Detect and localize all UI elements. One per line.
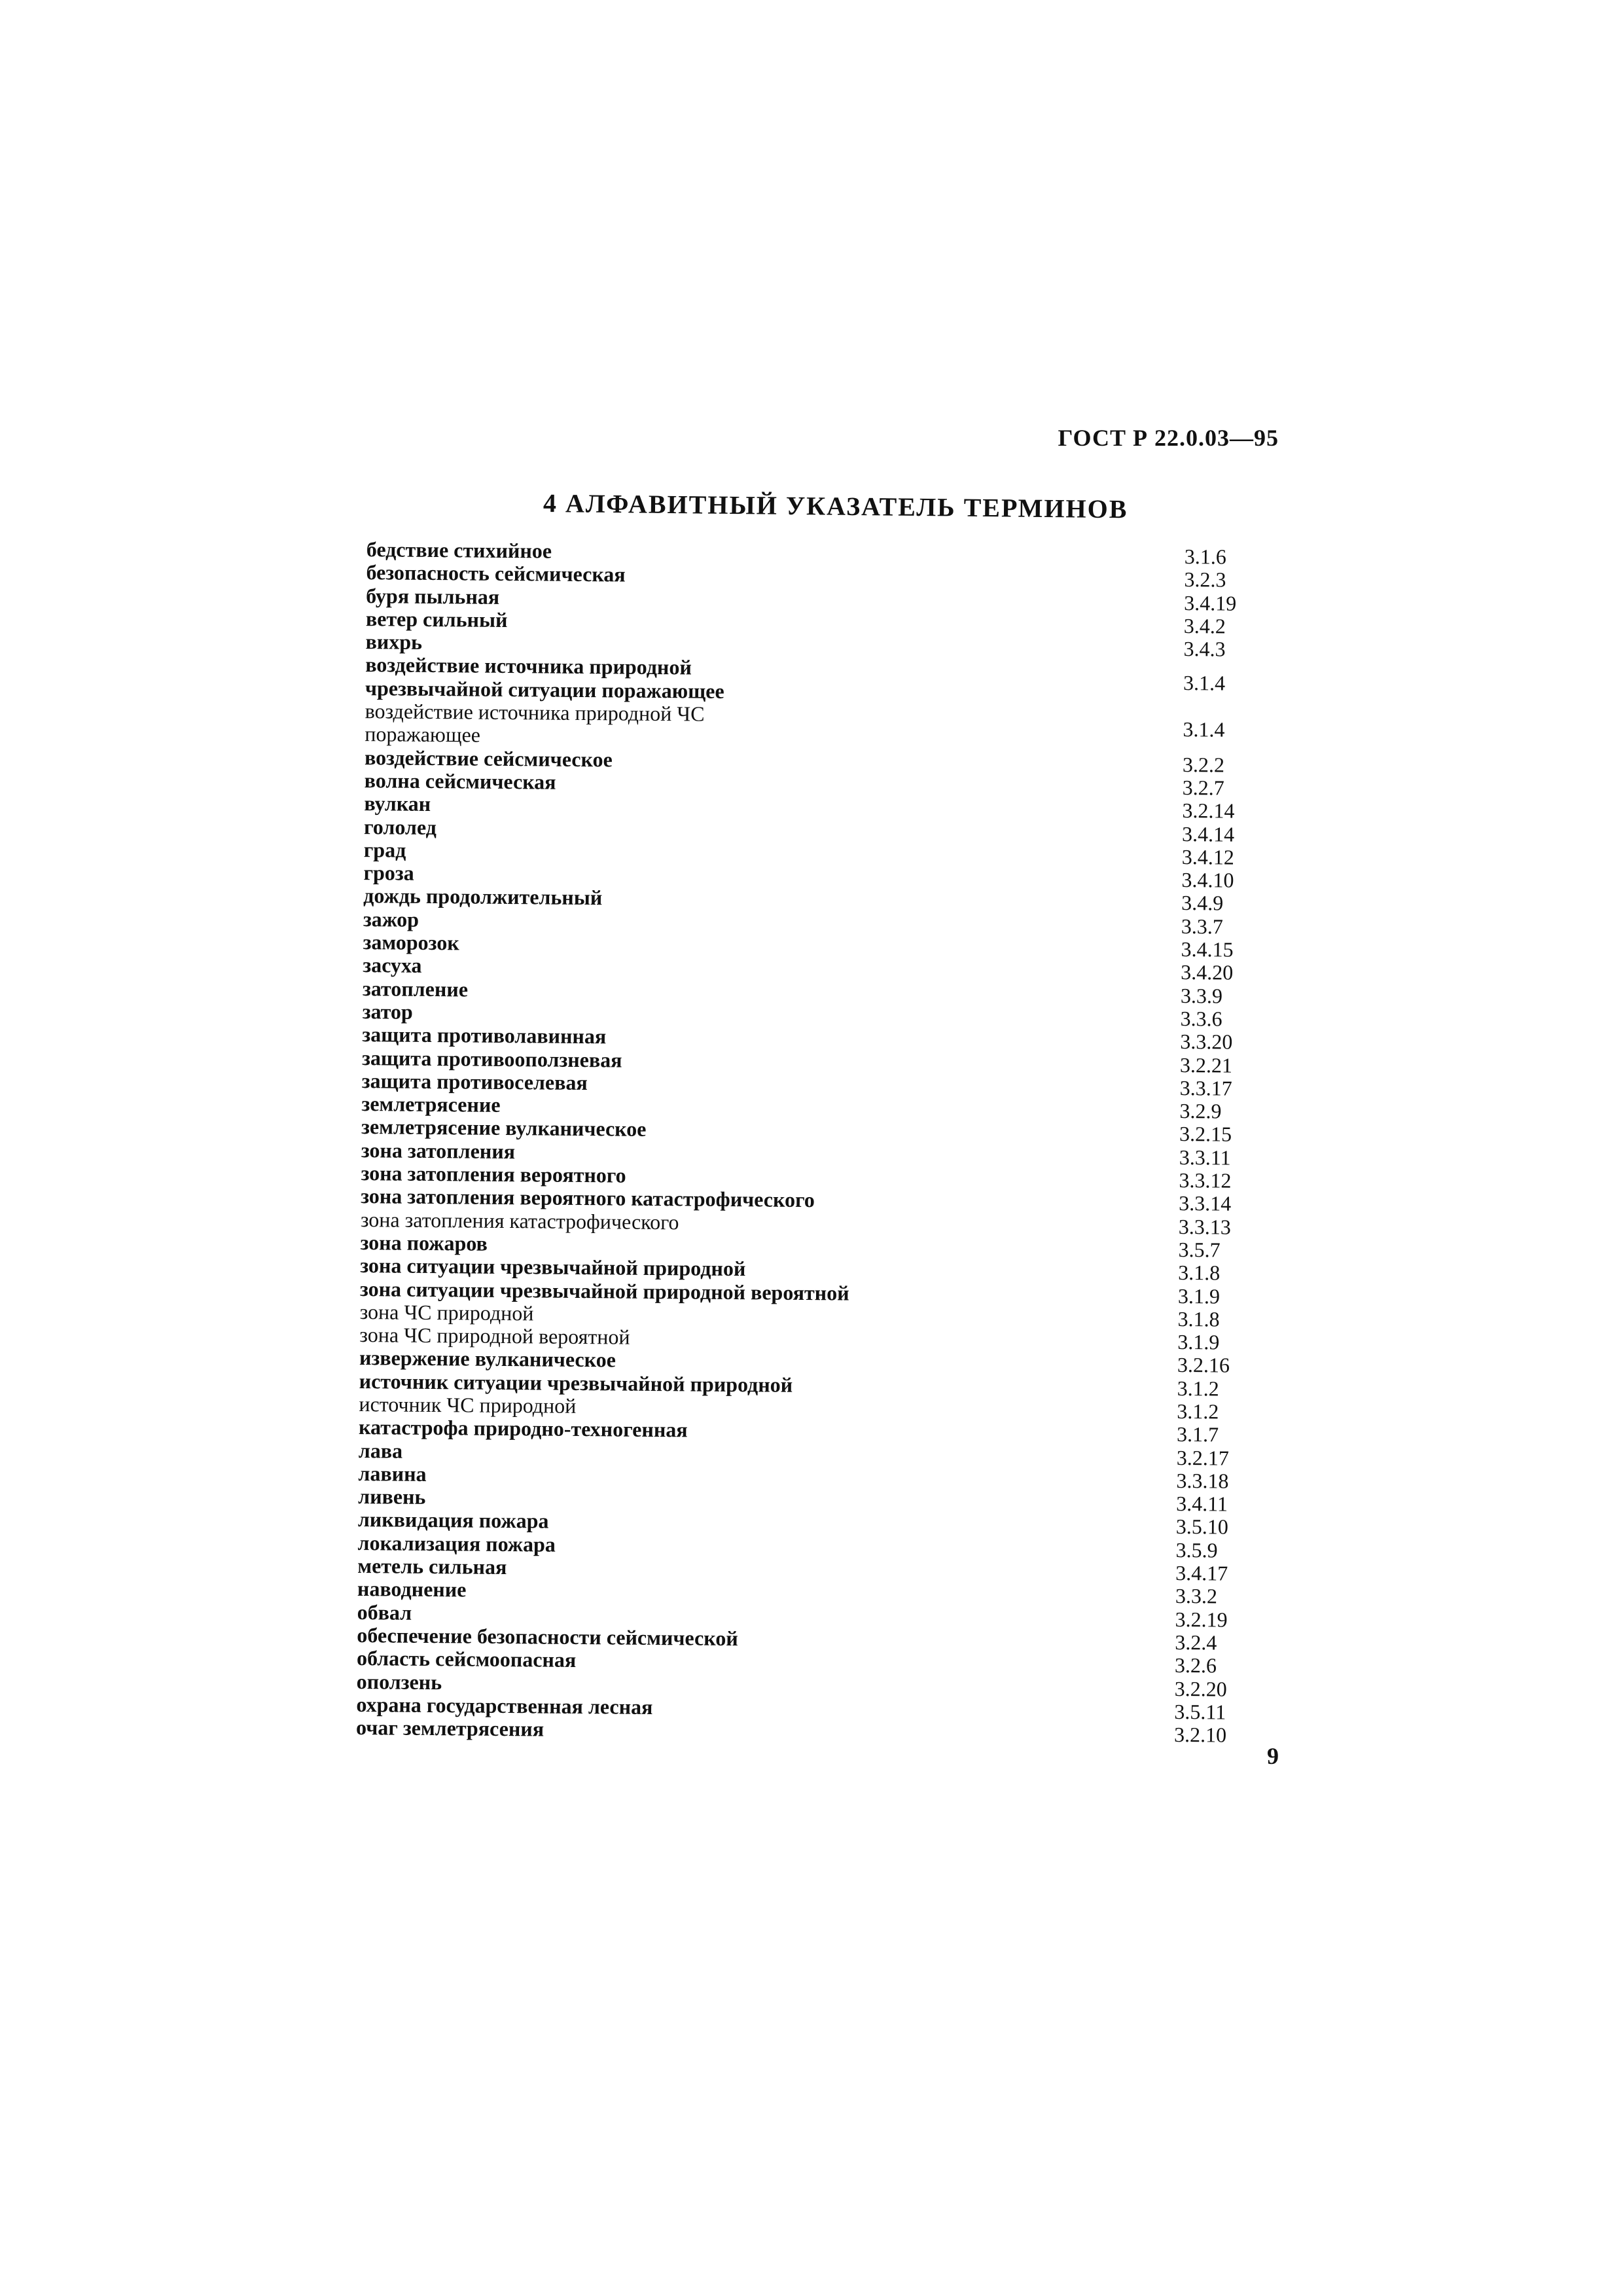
index-term: извержение вулканическое [359, 1346, 616, 1372]
index-term: вулкан [364, 791, 431, 816]
index-reference: 3.4.20 [1181, 960, 1234, 985]
index-term: защита противолавинная [362, 1022, 607, 1049]
index-reference: 3.3.9 [1180, 983, 1223, 1008]
index-term: обвал [357, 1600, 412, 1624]
index-term: землетрясение вулканическое [361, 1115, 647, 1141]
index-term: лава [358, 1438, 403, 1463]
index-term: зона затопления [361, 1138, 516, 1163]
index-reference: 3.3.6 [1180, 1006, 1222, 1031]
index-reference: 3.1.2 [1177, 1399, 1219, 1424]
document-code: ГОСТ Р 22.0.03—95 [1058, 425, 1279, 451]
index-term: бедствие стихийное [366, 537, 552, 563]
index-term: ливень [358, 1484, 426, 1509]
index-reference: 3.4.9 [1181, 891, 1224, 916]
index-term: зона ЧС природной вероятной [359, 1323, 630, 1349]
index-term: гололед [363, 814, 437, 839]
index-term: зона ситуации чрезвычайной природной [360, 1253, 746, 1281]
page-number: 9 [1267, 1743, 1279, 1769]
index-term: охрана государственная лесная [356, 1692, 653, 1719]
index-reference: 3.2.4 [1175, 1630, 1217, 1655]
index-reference: 3.1.8 [1178, 1261, 1221, 1285]
index-reference: 3.1.9 [1177, 1330, 1220, 1354]
index-term: катастрофа природно-техногенная [358, 1415, 688, 1442]
index-term: ликвидация пожара [357, 1507, 549, 1534]
index-term: воздействие источника природной чрезвычайной ситуации поражающее [365, 653, 724, 703]
index-reference: 3.3.17 [1179, 1075, 1232, 1100]
index-term: воздействие сейсмическое [364, 745, 613, 772]
index-term: дождь продолжительный [363, 884, 603, 910]
index-reference: 3.3.18 [1176, 1468, 1229, 1493]
index-term: защита противоселевая [361, 1068, 588, 1094]
index-reference: 3.5.10 [1175, 1515, 1229, 1539]
index-term: метель сильная [357, 1554, 507, 1579]
index-reference: 3.2.17 [1176, 1445, 1229, 1470]
index-reference: 3.2.16 [1177, 1353, 1230, 1378]
index-term: зона ситуации чрезвычайной природной вероятной [359, 1276, 849, 1305]
index-term: ветер сильный [365, 606, 508, 632]
index-term: оползень [356, 1669, 442, 1694]
index-term: зона затопления вероятного [361, 1161, 626, 1187]
index-term: источник ЧС природной [359, 1392, 577, 1418]
index-reference: 3.1.6 [1184, 545, 1226, 569]
index-term: обеспечение безопасности сейсмической [357, 1623, 738, 1651]
index-reference: 3.3.11 [1179, 1145, 1231, 1170]
index-term: зона затопления вероятного катастрофического [361, 1184, 815, 1212]
index-reference: 3.2.2 [1182, 752, 1225, 777]
index-term: зона ЧС природной [359, 1299, 534, 1325]
index-term: заморозок [363, 930, 459, 955]
index-reference: 3.4.10 [1181, 868, 1234, 892]
index-reference: 3.1.4 [1183, 671, 1226, 696]
index-term: затор [362, 999, 413, 1024]
index-reference: 3.2.3 [1184, 567, 1226, 592]
index-reference: 3.2.21 [1179, 1052, 1233, 1077]
index-reference: 3.3.13 [1178, 1214, 1232, 1239]
index-reference: 3.3.20 [1180, 1030, 1233, 1054]
index-term: затопление [362, 976, 469, 1001]
index-reference: 3.2.15 [1179, 1122, 1232, 1147]
index-term: защита противооползневая [361, 1045, 622, 1072]
index-term: вихрь [365, 630, 423, 655]
term-index-list [348, 538, 1288, 1748]
index-reference: 3.4.3 [1183, 637, 1226, 661]
index-term: воздействие источника природной ЧС поражающее [365, 699, 705, 747]
index-term: землетрясение [361, 1092, 501, 1117]
index-reference: 3.3.7 [1181, 914, 1224, 939]
index-reference: 3.2.9 [1179, 1099, 1222, 1123]
index-term: очаг землетрясения [355, 1715, 544, 1741]
index-term: зона затопления катастрофического [360, 1207, 679, 1234]
index-term: буря пыльная [366, 583, 500, 609]
index-reference: 3.4.2 [1183, 613, 1226, 638]
index-reference: 3.4.15 [1181, 937, 1234, 961]
index-term: лавина [358, 1461, 427, 1486]
index-reference: 3.4.11 [1176, 1492, 1228, 1516]
index-term: источник ситуации чрезвычайной природной [359, 1369, 793, 1397]
index-term: наводнение [357, 1577, 467, 1602]
index-term: безопасность сейсмическая [366, 560, 626, 586]
index-term: град [363, 837, 406, 862]
index-reference: 3.3.14 [1179, 1191, 1232, 1215]
index-reference: 3.2.19 [1175, 1607, 1228, 1632]
index-reference: 3.2.7 [1182, 775, 1224, 800]
index-reference: 3.3.2 [1175, 1584, 1218, 1608]
index-term: гроза [363, 861, 414, 885]
index-term: зажор [363, 906, 419, 931]
index-reference: 3.5.11 [1174, 1699, 1226, 1724]
index-reference: 3.5.9 [1175, 1537, 1218, 1562]
index-term: волна сейсмическая [364, 768, 556, 794]
index-reference: 3.4.12 [1181, 844, 1234, 869]
index-term: зона пожаров [360, 1230, 488, 1255]
index-reference: 3.1.4 [1183, 717, 1225, 742]
index-reference: 3.4.17 [1175, 1561, 1228, 1585]
index-reference: 3.3.12 [1179, 1168, 1232, 1193]
index-term: засуха [363, 953, 422, 978]
index-reference: 3.1.8 [1177, 1306, 1220, 1331]
index-reference: 3.2.20 [1174, 1676, 1227, 1701]
index-reference: 3.1.9 [1177, 1283, 1221, 1308]
index-reference: 3.2.10 [1173, 1723, 1227, 1747]
index-term: локализация пожара [357, 1530, 556, 1556]
index-reference: 3.1.7 [1176, 1422, 1219, 1446]
index-reference: 3.1.2 [1177, 1376, 1219, 1401]
index-entry [357, 700, 1287, 754]
index-reference: 3.2.14 [1182, 798, 1235, 823]
index-reference: 3.5.7 [1178, 1237, 1221, 1262]
index-reference: 3.2.6 [1174, 1653, 1217, 1677]
section-title: 4 АЛФАВИТНЫЙ УКАЗАТЕЛЬ ТЕРМИНОВ [543, 488, 1128, 524]
index-reference: 3.4.19 [1184, 590, 1237, 615]
index-reference: 3.4.14 [1181, 821, 1235, 846]
index-term: область сейсмоопасная [356, 1646, 577, 1672]
